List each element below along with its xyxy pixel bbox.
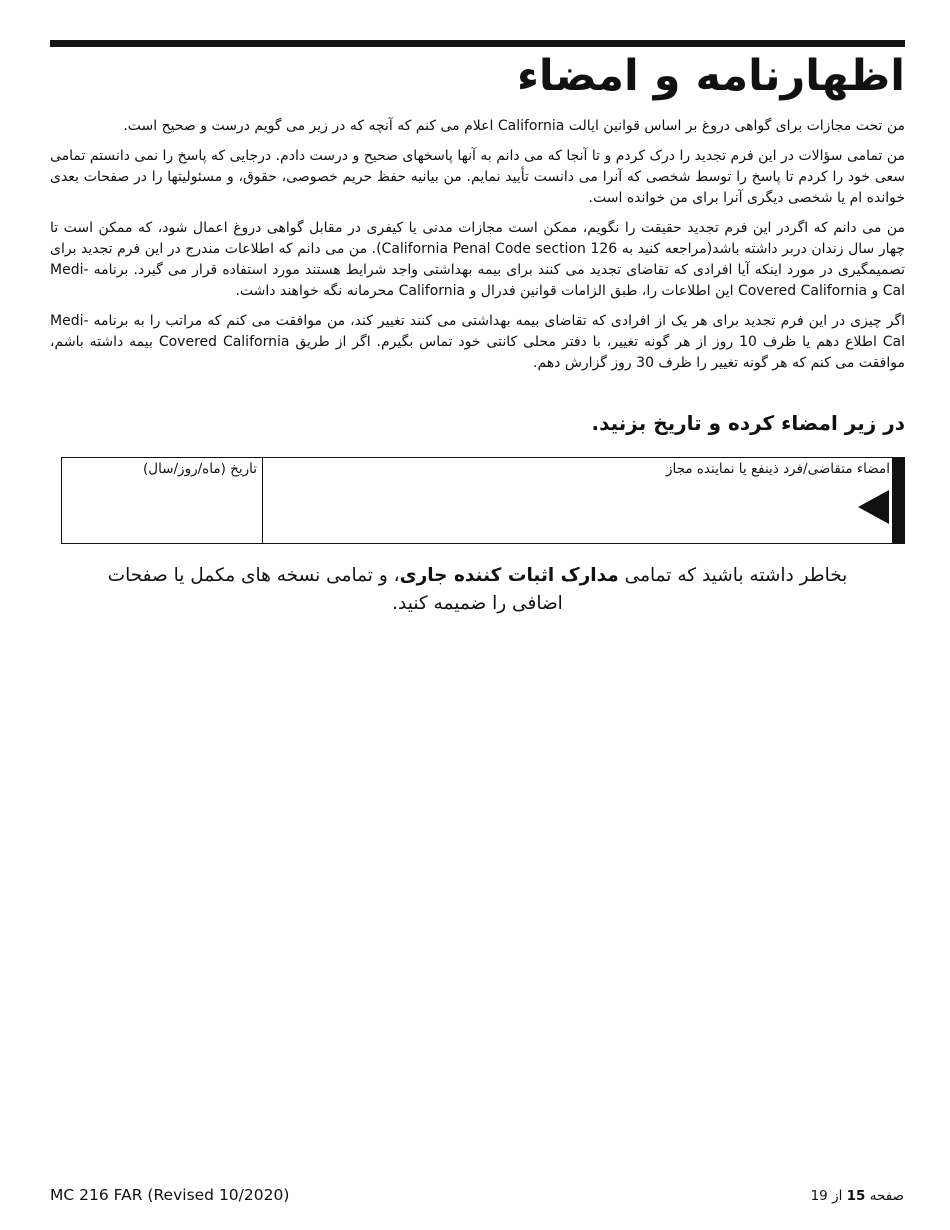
declaration-paragraph-2: من تمامی سؤالات در این فرم تجدید را درک کردم و تا آنجا که می دانم به آنها پاسخهای صحیح و درست دادم. درجایی که پاسخ را نمی دانستم تمامی سعی خود را کردم تا پاسخ را توسط شخصی که آنرا می دانست تأیید نمایم. من بیانیه حفظ حریم خصوصی، حقوق، و مسئولیتها را در صفحات بعدی خوانده ام یا شخصی دیگری آنرا برای من خوانده است. (50, 147, 905, 206)
page-number: 15 (846, 1188, 866, 1204)
page-indicator (811, 1188, 904, 1204)
reminder-bold-text: مدارک اثبات کننده جاری (399, 564, 619, 586)
attachment-reminder-note (105, 562, 850, 618)
top-divider-rule (50, 40, 905, 47)
reminder-text-start: بخاطر داشته باشید که تمامی (618, 564, 848, 586)
signature-field[interactable] (262, 458, 904, 543)
sign-here-arrow-icon (858, 490, 889, 524)
total-pages: 19 (810, 1188, 828, 1204)
declaration-paragraph-3: من می دانم که اگردر این فرم تجدید حقیقت را نگویم، ممکن است مجازات مدنی یا کیفری در مقابل گواهی دروغ اعمال شود، که ممکن است تا چهار سال زندان دربر داشته باشد(مراجعه کنید به California Penal Code section 126). من می دانم که اطلاعات مندرج در این فرم تجدید برای تصمیمگیری در مورد اینکه آیا افرادی که تقاضای تجدید می کنند برای بیمه بهداشتی واجد شرایط هستند مورد استفاده قرار می گیرد. برنامه Medi-Cal و Covered California این اطلاعات را، طبق الزامات قوانین فدرال و California محرمانه نگه خواهند داشت. (50, 219, 905, 299)
sign-and-date-heading: در زیر امضاء کرده و تاریخ بزنید. (591, 410, 905, 435)
declaration-paragraph-1: من تحت مجازات برای گواهی دروغ بر اساس قوانین ایالت California اعلام می کنم که آنچه که در زیر می گویم درست و صحیح است. (123, 117, 905, 134)
signature-table (61, 457, 905, 544)
form-number: MC 216 FAR (Revised 10/2020) (50, 1186, 290, 1204)
page-content (50, 0, 905, 618)
declaration-paragraph-4: اگر چیزی در این فرم تجدید برای هر یک از افرادی که تقاضای بیمه بهداشتی می کنند تغییر کند، من موافقت می کنم که مراتب را به برنامه Medi-Cal اطلاع دهم یا ظرف 10 روز از هر گونه تغییر، با دفتر محلی کانتی خود تماس بگیرم. اگر از طریق Covered California بیمه داشته باشم، موافقت می کنم که هر گونه تغییر را ظرف 30 روز گزارش دهم. (50, 312, 906, 371)
of-word: از (832, 1188, 843, 1204)
signature-field-label: امضاء متقاضی/فرد ذینفع یا نماینده مجاز (665, 460, 890, 477)
page-title: اظهارنامه و امضاء (516, 51, 905, 101)
page-word: صفحه (869, 1188, 904, 1204)
reminder-text-end: ، و تمامی نسخه های مکمل یا صفحات اضافی را ضمیمه کنید. (107, 564, 563, 614)
date-field[interactable] (62, 458, 262, 543)
date-field-label: تاریخ (ماه/روز/سال) (143, 460, 257, 477)
page-footer (50, 1186, 904, 1204)
